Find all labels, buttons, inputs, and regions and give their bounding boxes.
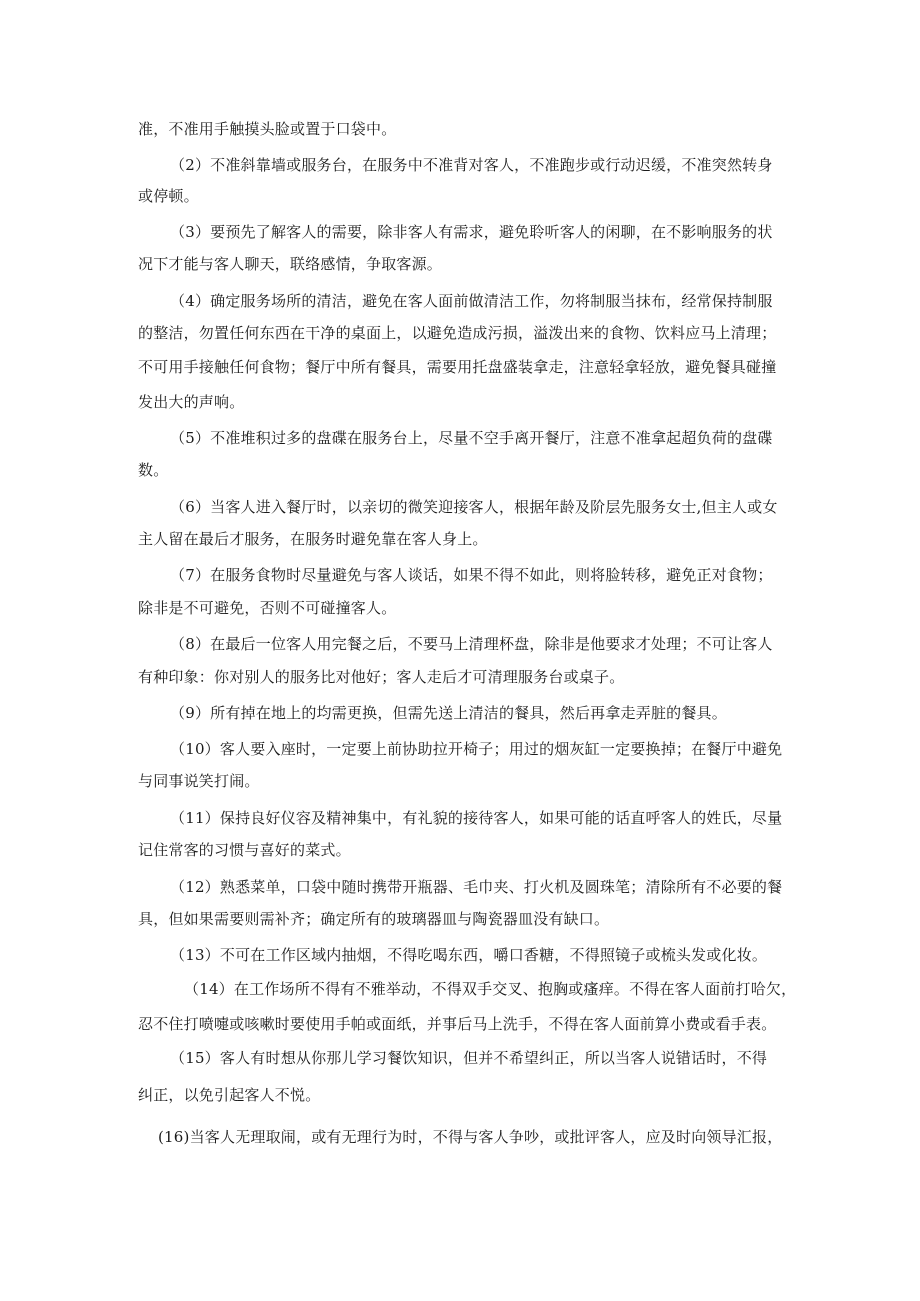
text-line: （7）在服务食物时尽量避免与客人谈话，如果不得不如此，则将脸转移，避免正对食物； (170, 566, 773, 584)
text-line: （3）要预先了解客人的需要，除非客人有需求，避免聆听客人的闲聊，在不影响服务的状 (170, 223, 773, 241)
text-line: （11）保持良好仪容及精神集中，有礼貌的接待客人，如果可能的话直呼客人的姓氏，尽量 (170, 809, 783, 827)
text-line: (16)当客人无理取闹，或有无理行为时，不得与客人争吵，或批评客人，应及时向领导汇报， (158, 1128, 783, 1146)
text-line: （13）不可在工作区域内抽烟，不得吃喝东西，嚼口香糖，不得照镜子或梳头发或化妆。 (170, 946, 768, 964)
text-line: （6）当客人进入餐厅时，以亲切的微笑迎接客人，根据年龄及阶层先服务女士,但主人或女 (170, 498, 778, 516)
text-line: 记住常客的习惯与喜好的菜式。 (138, 841, 351, 859)
text-line: （2）不准斜靠墙或服务台，在服务中不准背对客人，不准跑步或行动迟缓，不准突然转身 (170, 156, 773, 174)
text-line: 准，不准用手触摸头脸或置于口袋中。 (138, 120, 397, 138)
text-line: （12）熟悉菜单，口袋中随时携带开瓶器、毛巾夹、打火机及圆珠笔；清除所有不必要的餐 (170, 878, 783, 896)
text-line: 或停顿。 (138, 187, 199, 205)
text-line: 忍不住打喷嚏或咳嗽时要使用手帕或面纸，并事后马上洗手，不得在客人面前算小费或看手表。 (138, 1015, 777, 1033)
text-line: 具，但如果需要则需补齐；确定所有的玻璃器皿与陶瓷器皿没有缺口。 (138, 910, 610, 928)
text-line: 的整洁，勿置任何东西在干净的桌面上，以避免造成污损，溢泼出来的食物、饮料应马上清理； (138, 324, 777, 342)
text-line: （15）客人有时想从你那儿学习餐饮知识，但并不希望纠正，所以当客人说错话时，不得 (170, 1049, 768, 1067)
text-line: 有种印象：你对别人的服务比对他好；客人走后才可清理服务台或桌子。 (138, 668, 625, 686)
text-line: （4）确定服务场所的清洁，避免在客人面前做清洁工作，勿将制服当抹布，经常保持制服 (170, 292, 773, 310)
text-line: （5）不准堆积过多的盘碟在服务台上，尽量不空手离开餐厅，注意不准拿起超负荷的盘碟 (170, 429, 773, 447)
text-line: （8）在最后一位客人用完餐之后，不要马上清理杯盘，除非是他要求才处理；不可让客人 (170, 635, 773, 653)
text-line: 数。 (138, 461, 169, 479)
text-line: 况下才能与客人聊天，联络感情，争取客源。 (138, 255, 443, 273)
text-line: 不可用手接触任何食物；餐厅中所有餐具，需要用托盘盛装拿走，注意轻拿轻放，避免餐具碰撞 (138, 358, 777, 376)
text-line: 发出大的声响。 (138, 393, 245, 411)
text-line: 主人留在最后才服务，在服务时避免靠在客人身上。 (138, 530, 488, 548)
text-line: （9）所有掉在地上的均需更换，但需先送上清洁的餐具，然后再拿走弄脏的餐具。 (170, 704, 727, 722)
text-line: 与同事说笑打闹。 (138, 772, 260, 790)
text-line: 纠正，以免引起客人不悦。 (138, 1086, 321, 1104)
text-line: （10）客人要入座时，一定要上前协助拉开椅子；用过的烟灰缸一定要换掉；在餐厅中避免 (170, 740, 783, 758)
text-line: 除非是不可避免，否则不可碰撞客人。 (138, 599, 397, 617)
text-line: （14）在工作场所不得有不雅举动，不得双手交叉、抱胸或瘙痒。不得在客人面前打哈欠， (184, 980, 797, 998)
